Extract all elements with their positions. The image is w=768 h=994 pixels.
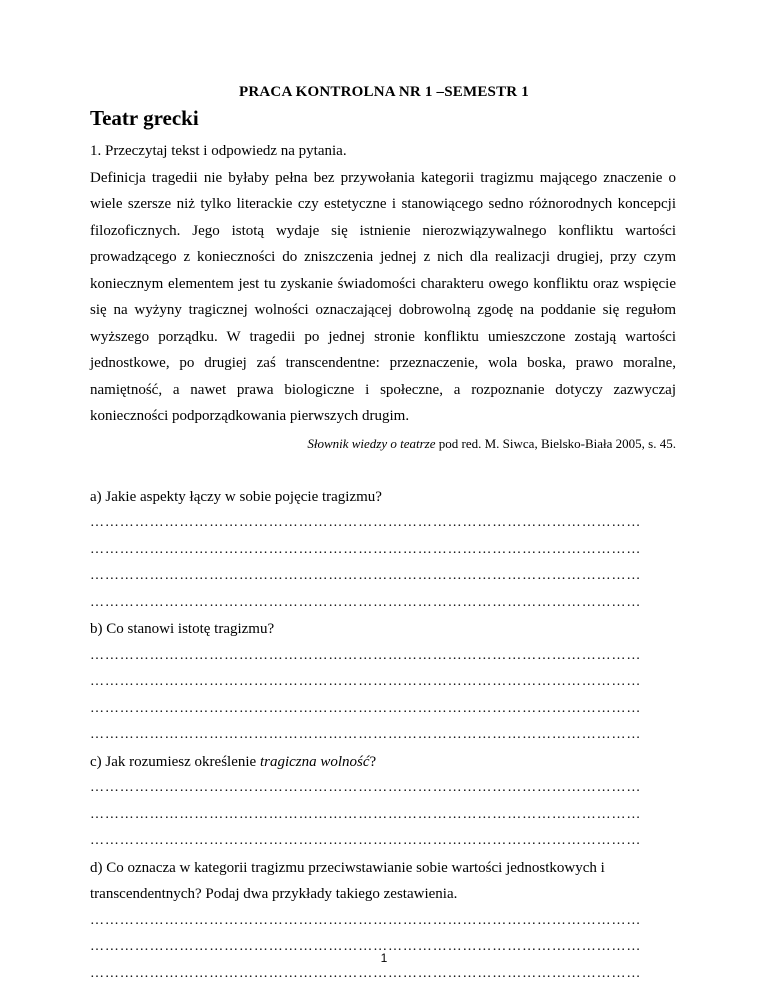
question-c-suffix: ? — [369, 753, 377, 770]
answer-line[interactable]: ………………………………………………………………………………………………… — [90, 965, 642, 981]
answer-line[interactable]: ………………………………………………………………………………………………… — [90, 594, 642, 610]
source-details: pod red. M. Siwca, Bielsko-Biała 2005, s. 45. — [435, 435, 676, 451]
answer-line[interactable]: ………………………………………………………………………………………………… — [90, 780, 642, 795]
document-body — [90, 138, 676, 987]
answer-line[interactable]: ………………………………………………………………………………………………… — [90, 647, 642, 663]
question-c-prefix: c) Jak rozumiesz określenie — [90, 753, 260, 770]
source-title: Słownik wiedzy o teatrze — [307, 435, 436, 451]
answer-line[interactable]: ………………………………………………………………………………………………… — [90, 541, 642, 557]
answer-line[interactable]: ………………………………………………………………………………………………… — [90, 515, 642, 530]
question-a: a) Jakie aspekty łączy w sobie pojęcie tragizmu? — [90, 488, 382, 505]
answer-line[interactable]: ………………………………………………………………………………………………… — [90, 727, 642, 742]
answer-line[interactable]: ………………………………………………………………………………………………… — [90, 674, 642, 689]
document-title: Teatr grecki — [90, 106, 199, 130]
source-citation — [90, 434, 676, 454]
question-d: d) Co oznacza w kategorii tragizmu przeciwstawianie sobie wartości jednostkowych i — [90, 859, 605, 876]
answer-line[interactable]: ………………………………………………………………………………………………… — [90, 700, 642, 716]
answer-line[interactable]: ………………………………………………………………………………………………… — [90, 939, 642, 954]
source-paragraph: Definicja tragedii nie byłaby pełna bez przywołania kategorii tragizmu mającego znaczenie o wiele szersze niż tylko literackie czy estetyczne i stanowiącego sedno różnorodnych koncepcji filozoficznych. Jego istotą wydaje się istnienie nierozwiązywalnego konfliktu wartości prowadzącego z konieczności do zniszczenia jednej z nich dla realizacji drugiej, przy czym koniecznym elementem jest tu zyskanie świadomości charakteru owego konfliktu oraz wspięcie się na wyżyny tragicznej wolności oznaczającej dobrowolną zgodę na poddanie się regułom wyższego porządku. W tragedii po jednej stronie konfliktu umieszczone zostają wartości jednostkowe, po drugiej zaś transcendentne: przeznaczenie, wola boska, prawo moralne, namiętność, a nawet prawa biologiczne i społeczne, a rozpoznanie dotyczy zazwyczaj konieczności podporządkowania pierwszych drugim. — [90, 169, 676, 424]
document-heading: PRACA KONTROLNA NR 1 –SEMESTR 1 — [239, 84, 529, 100]
answer-line[interactable]: ………………………………………………………………………………………………… — [90, 912, 642, 928]
question-b: b) Co stanowi istotę tragizmu? — [90, 621, 275, 637]
answer-line[interactable]: ………………………………………………………………………………………………… — [90, 568, 642, 583]
page-number: 1 — [380, 951, 388, 965]
question-d-continued: transcendentnych? Podaj dwa przykłady takiego zestawienia. — [90, 886, 458, 902]
questions-section — [90, 484, 676, 988]
answer-line[interactable]: ………………………………………………………………………………………………… — [90, 806, 642, 822]
question-c-emphasis: tragiczna wolność — [259, 753, 370, 770]
question-c — [90, 749, 676, 776]
task-instruction: 1. Przeczytaj tekst i odpowiedz na pytania. — [90, 143, 347, 159]
answer-line[interactable]: ………………………………………………………………………………………………… — [90, 833, 642, 848]
